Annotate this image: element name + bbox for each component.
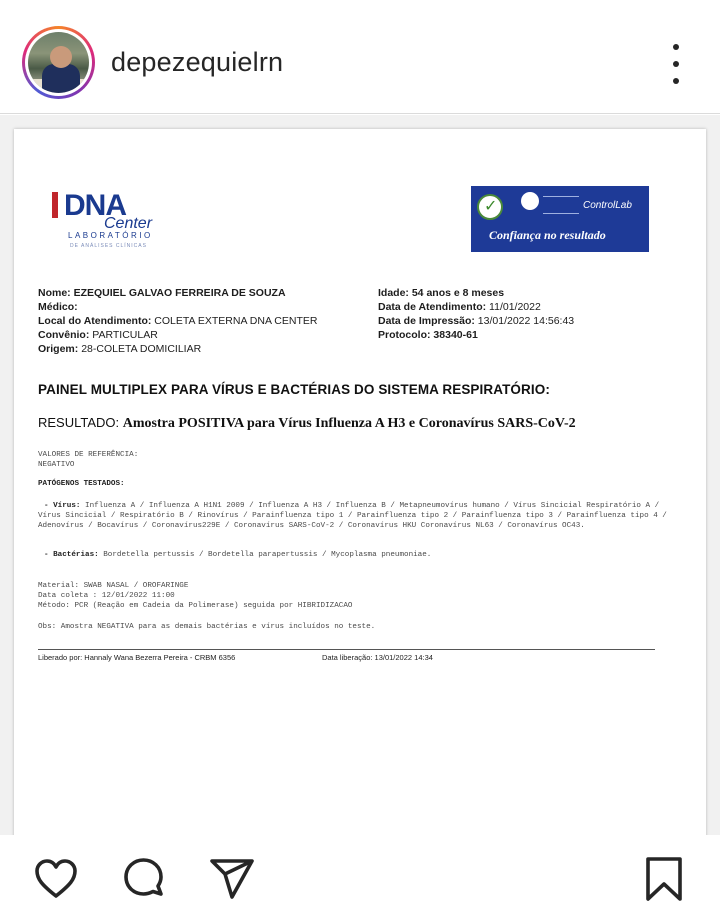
post-image[interactable] <box>0 115 720 835</box>
lab-report-document <box>14 129 706 835</box>
release-date: Data liberação: 13/01/2022 14:34 <box>322 653 433 662</box>
check-seal-icon <box>477 194 503 220</box>
report-meta: Idade: 54 anos e 8 meses Data de Atendimento: 11/01/2022 Data de Impressão: 13/01/2022 14:56:43 Protocolo: 38340-61 <box>378 287 575 341</box>
bacteria-list: - Bactérias: Bordetella pertussis / Bordetella parapertussis / Mycoplasma pneumoniae. <box>44 551 432 559</box>
avatar[interactable] <box>22 26 95 99</box>
controllab-seal: ✓ ControlLab Confiança no resultado <box>471 186 649 252</box>
result-line: RESULTADO: Amostra POSITIVA para Vírus Influenza A H3 e Coronavírus SARS-CoV-2 <box>38 415 576 431</box>
sample-details: Material: SWAB NASAL / OROFARINGE Data coleta : 12/01/2022 11:00 Método: PCR (Reação em Cadeia da Polimerase) seguida por HIBRIDIZACAO <box>38 582 353 610</box>
post-actions <box>0 835 720 922</box>
pathogens-label: PATÓGENOS TESTADOS: <box>38 480 125 488</box>
post-header <box>0 0 720 114</box>
divider <box>38 649 655 650</box>
report-title: PAINEL MULTIPLEX PARA VÍRUS E BACTÉRIAS DO SISTEMA RESPIRATÓRIO: <box>38 382 550 397</box>
dna-center-logo: DNA Center LABORATÓRIO DE ANÁLISES CLÍNICAS <box>64 189 153 249</box>
virus-list: - Vírus: Influenza A / Influenza A H1N1 2009 / Influenza A H3 / Influenza B / Metapneumovírus humano / Vírus Sincicial Respiratório A / Vírus Sincicial / Respiratório B / Rinovírus / Parainfluenza tipo 1 / Parainfluenza tipo 2 / Parainfluenza tipo 3 / Parainfluenza tipo 4 / Adenovírus / Bocavírus / Coronavírus229E / Coronavírus SARS-CoV-2 / Coronavírus HKU Coronavírus NL63 / Coronavírus OC43. <box>38 502 667 530</box>
more-options-icon[interactable] <box>662 44 690 84</box>
patient-info: Nome: EZEQUIEL GALVAO FERREIRA DE SOUZA Médico: Local do Atendimento: COLETA EXTERNA DNA CENTER Convênio: PARTICULAR Origem: 28-COLETA DOMICILIAR <box>38 287 318 355</box>
accreditation-seal-icon <box>521 192 539 210</box>
comment-icon[interactable] <box>120 855 168 903</box>
share-icon[interactable] <box>208 855 256 903</box>
heart-icon[interactable] <box>32 855 80 903</box>
observation: Obs: Amostra NEGATIVA para as demais bactérias e vírus incluídos no teste. <box>38 623 376 631</box>
username-link[interactable]: depezequielrn <box>111 47 284 77</box>
bookmark-icon[interactable] <box>640 855 688 903</box>
released-by: Liberado por: Hannaly Wana Bezerra Pereira - CRBM 6356 <box>38 653 236 662</box>
profile-photo-icon <box>28 32 89 93</box>
reference-values: VALORES DE REFERÊNCIA: NEGATIVO <box>38 451 139 469</box>
